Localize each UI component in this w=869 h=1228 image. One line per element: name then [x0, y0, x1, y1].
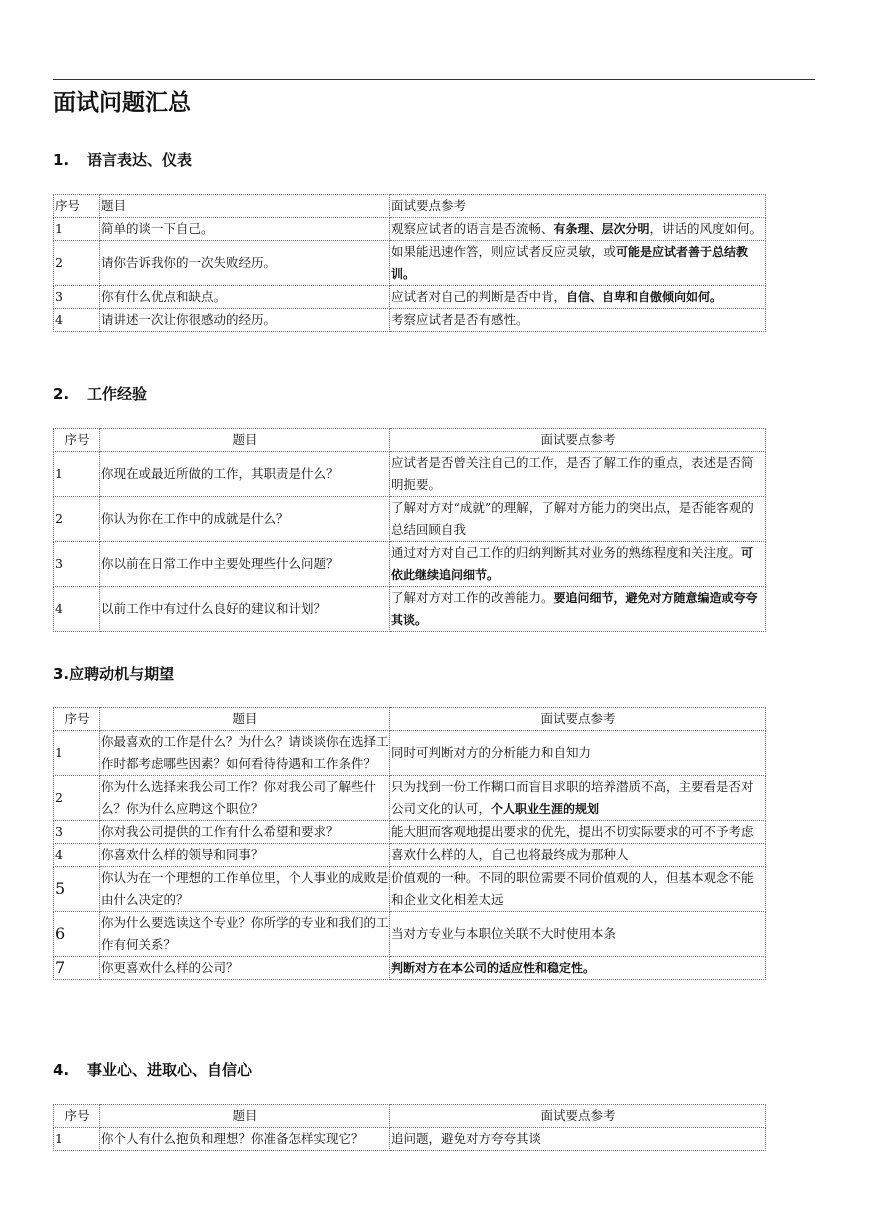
row-question: 你个人有什么抱负和理想？你准备怎样实现它？ [100, 1128, 390, 1151]
row-question: 你更喜欢什么样的公司？ [100, 957, 390, 980]
row-seq: 3 [54, 286, 100, 309]
section-4-table [53, 1104, 766, 1151]
row-question: 你为什么选择来我公司工作？你对我公司了解些什么？你为什么应聘这个职位？ [100, 776, 390, 821]
row-seq: 1 [54, 1128, 100, 1151]
section-1-table [53, 194, 766, 332]
header-question: 题目 [100, 195, 390, 218]
row-reference: 考察应试者是否有感性。 [390, 309, 766, 332]
table-row [54, 218, 766, 241]
row-reference: 价值观的一种。不同的职位需要不同价值观的人，但基本观念不能和企业文化相差太远 [390, 867, 766, 912]
row-question: 你最喜欢的工作是什么？为什么？请谈谈你在选择工作时都考虑哪些因素？如何看待待遇和工作条件？ [100, 731, 390, 776]
table-row [54, 452, 766, 497]
table-row [54, 309, 766, 332]
row-question: 你对我公司提供的工作有什么希望和要求？ [100, 821, 390, 844]
row-reference: 当对方专业与本职位关联不大时使用本条 [390, 912, 766, 957]
header-seq: 序号 [54, 1105, 100, 1128]
table-row [54, 912, 766, 957]
section-4-heading [53, 1060, 252, 1080]
table-row [54, 1128, 766, 1151]
table-row [54, 867, 766, 912]
row-reference: 喜欢什么样的人，自己也将最终成为那种人 [390, 844, 766, 867]
row-seq: 5 [54, 867, 100, 912]
row-question: 请讲述一次让你很感动的经历。 [100, 309, 390, 332]
table-header-row [54, 1105, 766, 1128]
table-row [54, 776, 766, 821]
row-question: 你现在或最近所做的工作，其职责是什么？ [100, 452, 390, 497]
section-title: 工作经验 [87, 385, 148, 403]
row-reference: 能大胆而客观地提出要求的优先，提出不切实际要求的可不予考虑 [390, 821, 766, 844]
section-2-table [53, 428, 766, 632]
row-seq: 7 [54, 957, 100, 980]
row-question: 你为什么要选读这个专业？你所学的专业和我们的工作有何关系？ [100, 912, 390, 957]
row-question: 请你告诉我你的一次失败经历。 [100, 241, 390, 286]
row-question: 你认为在一个理想的工作单位里，个人事业的成败是由什么决定的？ [100, 867, 390, 912]
row-reference: 追问题，避免对方夸夸其谈 [390, 1128, 766, 1151]
row-question: 你认为你在工作中的成就是什么？ [100, 497, 390, 542]
row-reference: 如果能迅速作答，则应试者反应灵敏，或可能是应试者善于总结教训。 [390, 241, 766, 286]
table-row [54, 821, 766, 844]
row-reference: 通过对方对自己工作的归纳判断其对业务的熟练程度和关注度。可依此继续追问细节。 [390, 542, 766, 587]
row-seq: 3 [54, 542, 100, 587]
section-title: 应聘动机与期望 [69, 665, 175, 683]
document-title: 面试问题汇总 [53, 90, 191, 116]
table-row [54, 542, 766, 587]
section-title: 语言表达、仪表 [87, 151, 193, 169]
table-row [54, 587, 766, 632]
row-reference: 观察应试者的语言是否流畅、有条理、层次分明，讲话的风度如何。 [390, 218, 766, 241]
section-number: 3. [53, 665, 70, 683]
row-question: 你以前在日常工作中主要处理些什么问题？ [100, 542, 390, 587]
row-reference: 应试者是否曾关注自己的工作，是否了解工作的重点，表述是否简明扼要。 [390, 452, 766, 497]
table-row [54, 286, 766, 309]
section-title: 事业心、进取心、自信心 [87, 1061, 253, 1079]
header-reference: 面试要点参考 [390, 708, 766, 731]
row-question: 简单的谈一下自己。 [100, 218, 390, 241]
section-3-heading [53, 664, 174, 684]
section-number: 2. [53, 385, 70, 403]
row-seq: 1 [54, 218, 100, 241]
header-reference: 面试要点参考 [390, 1105, 766, 1128]
row-question: 你喜欢什么样的领导和同事？ [100, 844, 390, 867]
row-seq: 2 [54, 241, 100, 286]
table-row [54, 497, 766, 542]
top-rule [53, 79, 815, 80]
section-2-heading [53, 384, 147, 404]
row-question: 你有什么优点和缺点。 [100, 286, 390, 309]
table-header-row [54, 195, 766, 218]
row-reference: 了解对方对“成就”的理解，了解对方能力的突出点，是否能客观的总结回顾自我 [390, 497, 766, 542]
row-reference: 同时可判断对方的分析能力和自知力 [390, 731, 766, 776]
table-header-row [54, 429, 766, 452]
row-question: 以前工作中有过什么良好的建议和计划？ [100, 587, 390, 632]
row-seq: 4 [54, 309, 100, 332]
header-reference: 面试要点参考 [390, 195, 766, 218]
table-header-row [54, 708, 766, 731]
header-seq: 序号 [54, 708, 100, 731]
section-3-table [53, 707, 766, 980]
table-row [54, 957, 766, 980]
section-number: 4. [53, 1061, 70, 1079]
row-seq: 1 [54, 452, 100, 497]
row-seq: 4 [54, 587, 100, 632]
header-question: 题目 [100, 708, 390, 731]
header-question: 题目 [100, 429, 390, 452]
row-reference: 判断对方在本公司的适应性和稳定性。 [390, 957, 766, 980]
table-row [54, 241, 766, 286]
table-row [54, 731, 766, 776]
header-reference: 面试要点参考 [390, 429, 766, 452]
row-seq: 3 [54, 821, 100, 844]
row-reference: 只为找到一份工作糊口而盲目求职的培养潜质不高，主要看是否对公司文化的认可，个人职业生涯的规划 [390, 776, 766, 821]
header-seq: 序号 [54, 195, 100, 218]
section-1-heading [53, 150, 192, 170]
table-row [54, 844, 766, 867]
row-seq: 2 [54, 776, 100, 821]
section-number: 1. [53, 151, 70, 169]
row-reference: 了解对方对工作的改善能力。要追问细节，避免对方随意编造或夸夸其谈。 [390, 587, 766, 632]
row-seq: 4 [54, 844, 100, 867]
row-seq: 2 [54, 497, 100, 542]
row-seq: 6 [54, 912, 100, 957]
row-reference: 应试者对自己的判断是否中肯，自信、自卑和自傲倾向如何。 [390, 286, 766, 309]
row-seq: 1 [54, 731, 100, 776]
header-seq: 序号 [54, 429, 100, 452]
header-question: 题目 [100, 1105, 390, 1128]
